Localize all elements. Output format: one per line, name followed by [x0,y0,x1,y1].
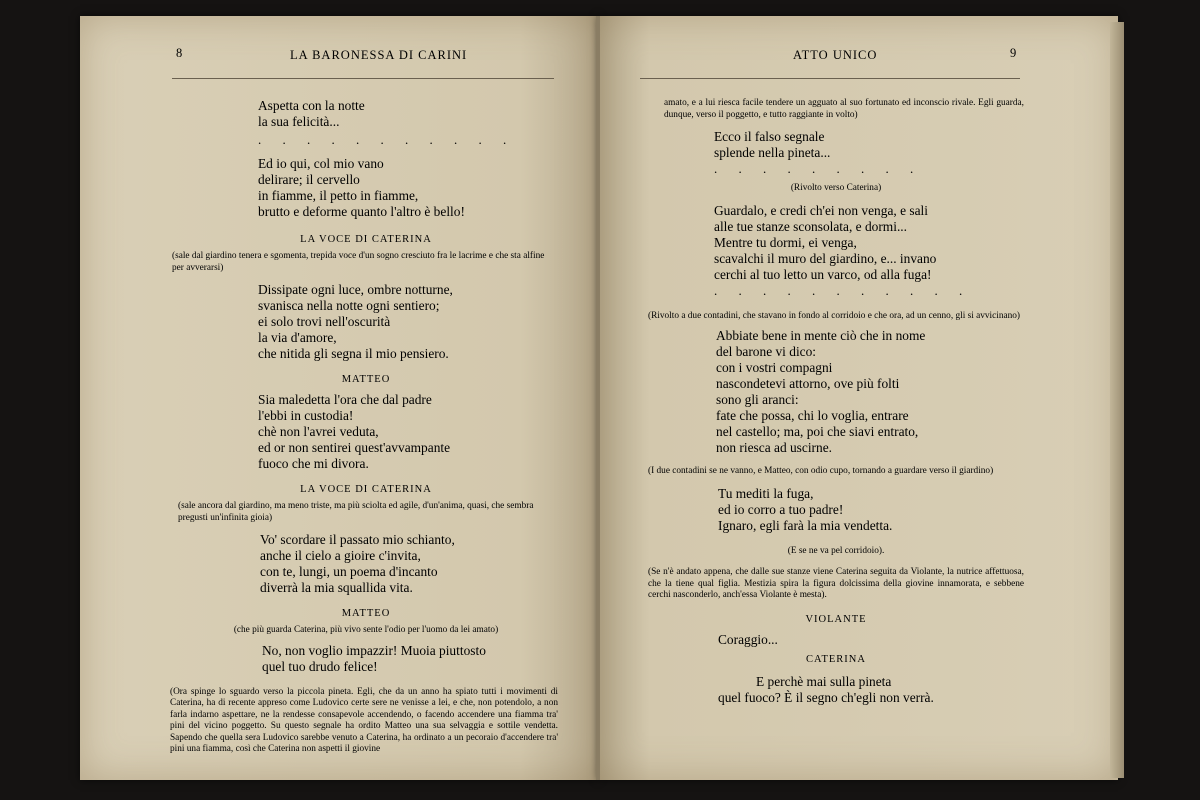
verse-line: Sia maledetta l'ora che dal padre [258,392,432,407]
stage-direction: amato, e a lui riesca facile tendere un agguato al suo fortunato ed inconscio rivale. Egli guarda, dunque, verso il poggetto, e tutto raggiante in volto) [664,98,1024,120]
verse-line: Abbiate bene in mente ciò che in nome [716,328,926,343]
right-page-text [648,98,1024,706]
verse-line: svanisca nella notte ogni sentiero; [258,298,440,313]
verse-block [718,486,1024,534]
verse-line: scavalchi il muro del giardino, e... invano [714,250,937,266]
verse-line: del barone vi dico: [716,344,817,359]
verse-line: delirare; il cervello [258,172,360,187]
verse-block [260,532,562,596]
verse-line: quel tuo drudo felice! [262,658,378,674]
verse-line: nascondetevi attorno, ove più folti [716,376,900,391]
verse-line: E perchè mai sulla pineta [756,673,892,689]
verse-line: l'ebbi in custodia! [258,408,354,423]
verse-line: in fiamme, il petto in fiamme, [258,188,419,203]
stage-direction: (Rivolto a due contadini, che stavano in fondo al corridoio e che ora, ad un cenno, gli si avvicinano) [648,310,1021,321]
verse-line: nel castello; ma, poi che siavi entrato, [716,424,919,439]
verse-line: con i vostri compagni [716,360,833,375]
verse-line: fuoco che mi divora. [258,456,369,471]
verse-line: Guardalo, e credi ch'ei non venga, e sali [714,202,928,218]
stage-direction: (sale ancora dal giardino, ma meno triste, ma più sciolta ed agile, d'un'anima, quasi, che sembra pregusti un'infinita gioia) [178,501,534,523]
verse-line: quel fuoco? È il segno ch'egli non verrà. [718,689,934,705]
stage-direction: (sale dal giardino tenera e sgomenta, trepida voce d'un sogno cresciuto fra le lacrime e che sta alfine per avverarsi) [172,251,545,273]
verse-line: che nitida gli segna il mio pensiero. [258,346,449,361]
right-header-rule [640,78,1020,79]
left-running-head: LA BARONESSA DI CARINI [290,48,468,62]
page-edges [1110,22,1124,778]
verse-line: fate che possa, chi lo voglia, entrare [716,408,909,423]
verse-line: sono gli aranci: [716,392,799,407]
verse-line: ed io corro a tuo padre! [718,501,844,517]
left-header-rule [172,78,554,79]
verse-line: brutto e deforme quanto l'altro è bello! [258,204,465,219]
ellipsis-dots: . . . . . . . . . . . [258,132,516,147]
verse-line: Ecco il falso segnale [714,129,825,144]
verse-line: anche il cielo a gioire c'invita, [260,548,421,563]
left-page-number: 8 [176,46,183,60]
verse-block [716,328,1024,456]
verse-block [714,129,1024,161]
speaker-name: VIOLANTE [805,613,867,625]
speaker-name: MATTEO [341,608,391,619]
verse-line: Dissipate ogni luce, ombre notturne, [258,282,453,297]
verse-line: chè non l'avrei veduta, [258,424,379,439]
verse-block [262,643,562,675]
speaker-name: LA VOCE DI CATERINA [300,484,432,495]
stage-direction: (che più guarda Caterina, più vivo sente l'odio per l'uomo da lei amato) [233,625,499,635]
verse-block [258,282,562,362]
verse-block [258,392,562,472]
stage-direction: (Se n'è andato appena, che dalle sue stanze viene Caterina seguita da Violante, la nutrice affettuosa, che la tiene qual figlia. Mestizia spira la figura dolcissima della giovine innamorata, e sebbene cerchi nasconderlo, anch'essa Violante è mesta). [648,567,1024,600]
stage-direction: (I due contadini se ne vanno, e Matteo, con odio cupo, tornando a guardare verso il giardino) [648,466,994,476]
left-page-text [170,98,562,756]
verse-block [718,674,1024,706]
verse-line: diverrà la mia squallida vita. [260,580,413,595]
verse-line: la via d'amore, [258,330,337,345]
verse-line: cerchi al tuo letto un varco, od alla fuga! [714,266,932,282]
verse-line: non riesca ad uscirne. [716,440,833,455]
stage-direction: (E se ne va pel corridoio). [787,545,885,556]
verse-line: Ignaro, egli farà la mia vendetta. [718,517,893,533]
right-running-head: ATTO UNICO [793,48,878,62]
verse-line: Coraggio... [718,631,778,647]
verse-line: Tu mediti la fuga, [718,485,814,501]
speaker-name: CATERINA [806,653,866,665]
speaker-name: MATTEO [341,374,391,385]
verse-block [718,632,1024,648]
verse-line: con te, lungi, un poema d'incanto [260,564,438,579]
verse-line: No, non voglio impazzir! Muoia piuttosto [262,642,486,658]
speaker-name: LA VOCE DI CATERINA [300,234,432,245]
stage-direction: (Rivolto verso Caterina) [790,183,882,193]
verse-line: ei solo trovi nell'oscurità [258,314,391,329]
ellipsis-dots: . . . . . . . . . [714,161,923,176]
verse-line: alle tue stanze sconsolata, e dormi... [714,218,907,234]
verse-line: Aspetta con la notte [258,98,365,113]
verse-line: Mentre tu dormi, ei venga, [714,234,857,250]
right-page-number: 9 [1010,46,1017,60]
verse-line: Vo' scordare il passato mio schianto, [260,532,455,547]
verse-block [714,203,1024,283]
verse-line: splende nella pineta... [714,145,831,160]
stage-direction: (Ora spinge lo sguardo verso la piccola pineta. Egli, che da un anno ha spiato tutti i movimenti di Caterina, ha di recente appreso come Ludovico certe sere ne venisse a lei, e che, non potendolo, a non farla indarno aspettare, ne la rendesse consapevole accendendo, o facendo accendere una fiamma tra' pini del vicino poggetto. Su questo segnale ha ordito Matteo una sua selvaggia e sottile vendetta. Sapendo che quella sera Ludovico sarebbe venuto a Caterina, ha ordinato a un pecoraio d'accendere tra' pini una fiamma, così che Caterina non aspetti il giovine [170,686,558,754]
verse-line: Ed io qui, col mio vano [258,156,384,171]
verse-line: la sua felicità... [258,114,340,129]
verse-line: ed or non sentirei quest'avvampante [258,440,451,455]
verse-block [258,98,562,130]
verse-block [258,156,562,220]
book-spine [596,16,600,780]
ellipsis-dots: . . . . . . . . . . . [714,282,972,298]
